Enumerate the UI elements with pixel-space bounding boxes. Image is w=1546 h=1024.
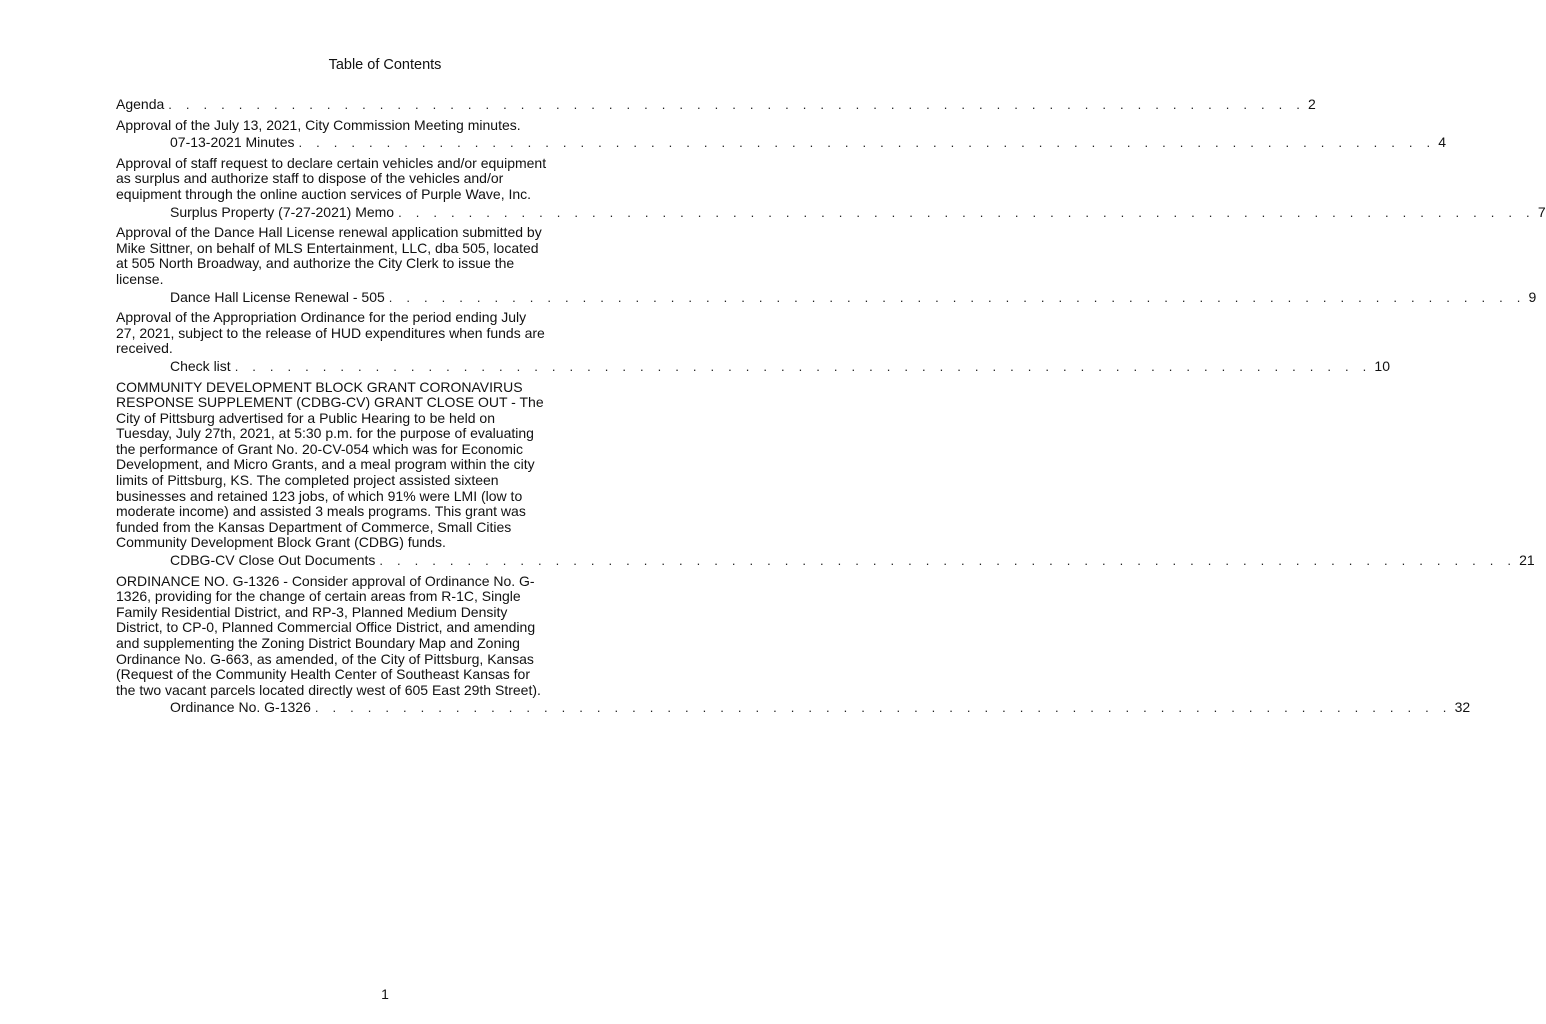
toc-page-number: 4 xyxy=(1438,134,1447,151)
toc-page-number: 7 xyxy=(1537,203,1546,220)
dot-leader: . . . . . . . . . . . . . . . . . . . . . . . . . . . . . . . . . . . . . . . . . . . . . . . . . . . . . . . . . . . . . . . . . xyxy=(379,553,1517,569)
toc-entry-agenda[interactable] xyxy=(116,96,1316,113)
toc-entry-surplus-property[interactable] xyxy=(116,203,1546,221)
toc-entry-minutes[interactable] xyxy=(116,134,1447,151)
agenda-item-description: Approval of the Dance Hall License renewal application submitted by Mike Sittner, on behalf of MLS Entertainment, LLC, dba 505, located at 505 North Broadway, and authorize the City Clerk to issue the license. xyxy=(116,224,542,287)
toc-entry-label: Dance Hall License Renewal - 505 xyxy=(170,288,385,305)
dot-leader: . . . . . . . . . . . . . . . . . . . . . . . . . . . . . . . . . . . . . . . . . . . . . . . . . . . . . . . . . . . . . . . . . xyxy=(398,204,1535,220)
page-title: Table of Contents xyxy=(328,57,442,73)
dot-leader: . . . . . . . . . . . . . . . . . . . . . . . . . . . . . . . . . . . . . . . . . . . . . . . . . . . . . . . . . . . . . . . . . xyxy=(298,135,1436,151)
toc-entry-dance-hall-license[interactable] xyxy=(116,288,1537,306)
toc-page-number: 21 xyxy=(1519,552,1535,569)
toc-entry-label: 07-13-2021 Minutes xyxy=(170,134,295,151)
toc-entry-label: Check list xyxy=(170,357,231,374)
dot-leader: . . . . . . . . . . . . . . . . . . . . . . . . . . . . . . . . . . . . . . . . . . . . . . . . . . . . . . . . . . . . . . . . . xyxy=(234,358,1372,374)
toc-entry-label: CDBG-CV Close Out Documents xyxy=(170,552,376,569)
toc-entry-label: Ordinance No. G-1326 xyxy=(170,699,311,716)
table-of-contents xyxy=(116,96,1546,721)
toc-entry-ordinance[interactable] xyxy=(116,699,1471,716)
toc-entry-label: Agenda xyxy=(116,96,165,112)
dot-leader: . . . . . . . . . . . . . . . . . . . . . . . . . . . . . . . . . . . . . . . . . . . . . . . . . . . . . . . . . . . . . . . . . xyxy=(314,700,1452,716)
toc-entry-cdbg-cv-close-out[interactable] xyxy=(116,552,1535,569)
agenda-item-description: ORDINANCE NO. G-1326 - Consider approval of Ordinance No. G-1326, providing for the change of certain areas from R-1C, Single Family Residential District, and RP-3, Planned Medium Density District, to CP-0, Planned Commercial Office District, and amending and supplementing the Zoning District Boundary Map and Zoning Ordinance No. G-663, as amended, of the City of Pittsburg, Kansas (Request of the Community Health Center of Southeast Kansas for the two vacant parcels located directly west of 605 East 29th Street). xyxy=(116,572,541,698)
toc-page-number: 10 xyxy=(1374,357,1390,374)
toc-page-number: 32 xyxy=(1454,699,1471,716)
toc-page-number: 9 xyxy=(1528,288,1537,305)
agenda-item-description: Approval of staff request to declare certain vehicles and/or equipment as surplus and authorize staff to dispose of the vehicles and/or equipment through the online auction services of Purple Wave, Inc. xyxy=(116,154,547,202)
page-number: 1 xyxy=(381,986,389,1002)
agenda-item-description: Approval of the Appropriation Ordinance for the period ending July 27, 2021, subject to the release of HUD expenditures when funds are received. xyxy=(116,309,545,357)
toc-page-number: 2 xyxy=(1308,96,1316,112)
toc-entry-label: Surplus Property (7-27-2021) Memo xyxy=(170,203,395,220)
dot-leader: . . . . . . . . . . . . . . . . . . . . . . . . . . . . . . . . . . . . . . . . . . . . . . . . . . . . . . . . . . . . . . . . . xyxy=(388,289,1526,305)
agenda-item-description: Approval of the July 13, 2021, City Commission Meeting minutes. xyxy=(116,116,521,133)
toc-entry-check-list[interactable] xyxy=(116,357,1390,375)
agenda-item-description: COMMUNITY DEVELOPMENT BLOCK GRANT CORONAVIRUS RESPONSE SUPPLEMENT (CDBG-CV) GRANT CLOSE OUT - The City of Pittsburg advertised for a Public Hearing to be held on Tuesday, July 27th, 2021, at 5:30 p.m. for the purpose of evaluating the performance of Grant No. 20-CV-054 which was for Economic Development, and Micro Grants, and a meal program within the city limits of Pittsburg, KS. The completed project assisted sixteen businesses and retained 123 jobs, of which 91% were LMI (low to moderate income) and assisted 3 meals programs. This grant was funded from the Kansas Department of Commerce, Small Cities Community Development Block Grant (CDBG) funds. xyxy=(116,378,544,551)
dot-leader: . . . . . . . . . . . . . . . . . . . . . . . . . . . . . . . . . . . . . . . . . . . . . . . . . . . . . . . . . . . . . . . . . xyxy=(168,97,1306,112)
